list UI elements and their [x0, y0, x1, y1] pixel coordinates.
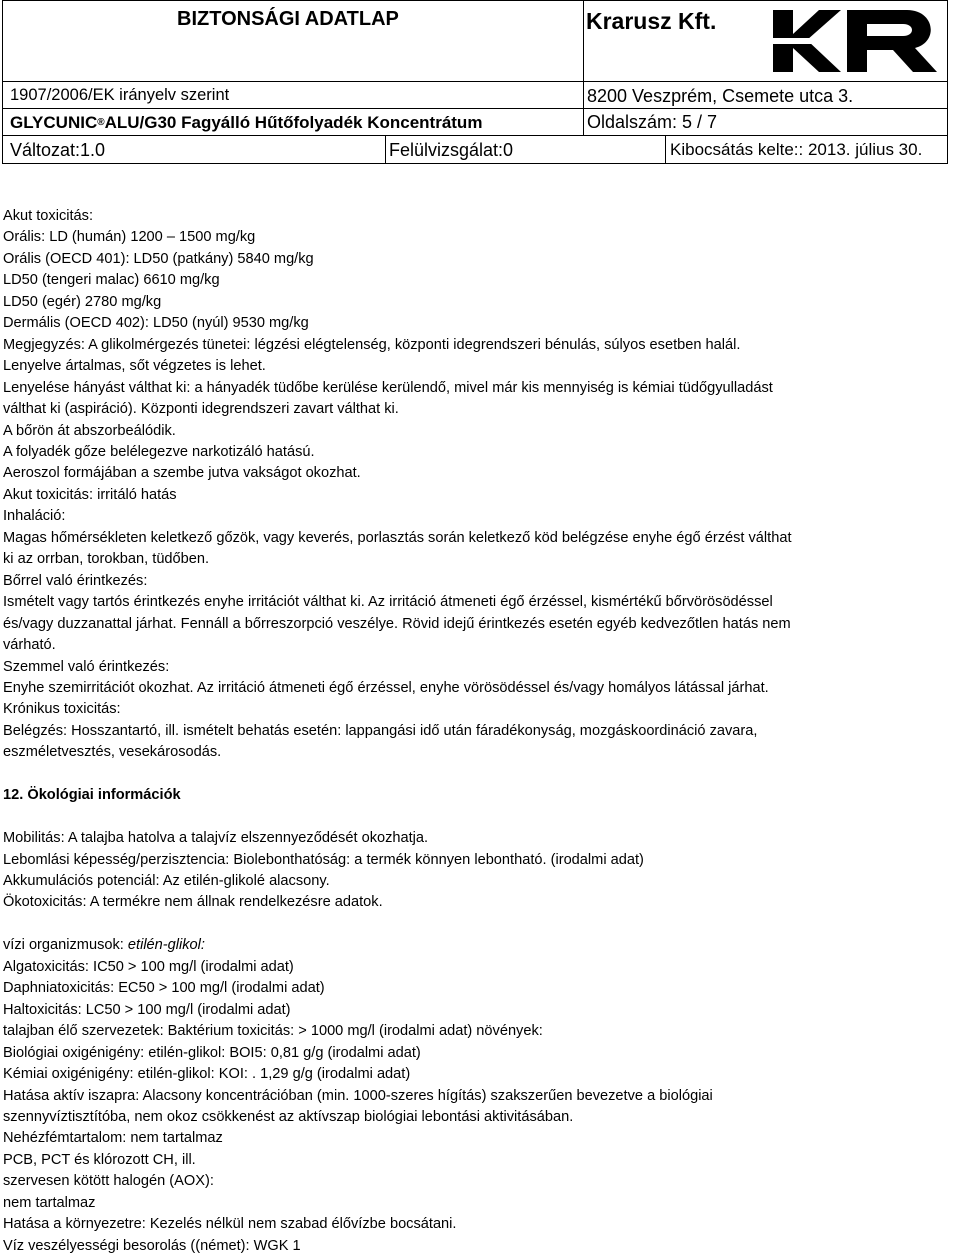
tox-line: eszméletvesztés, vesekárosodás.	[3, 744, 222, 761]
tox-line: Lenyelve ártalmas, sőt végzetes is lehet.	[3, 358, 266, 375]
aquatic-organisms-line	[3, 935, 948, 956]
eco-line: Kémiai oxigénigény: etilén-glikol: KOI: . 1,29 g/g (irodalmi adat)	[3, 1066, 411, 1083]
product-name	[10, 110, 482, 135]
eco-line: Lebomlási képesség/perzisztencia: Biolebonthatóság: a termék könnyen lebontható. (irodalmi adat)	[3, 851, 644, 868]
header-divider	[2, 135, 948, 136]
registered-mark: ®	[97, 117, 105, 128]
tox-line: Megjegyzés: A glikolmérgezés tünetei: légzési elégtelenség, központi idegrendszeri bénulás, súlyos esetben halál.	[3, 336, 741, 353]
aquatic-label: vízi organizmusok:	[3, 937, 128, 954]
document-header	[2, 0, 948, 164]
spacer	[3, 764, 948, 785]
eco-line: szervesen kötött halogén (AOX):	[3, 1173, 214, 1190]
version-text: Változat:1.0	[10, 139, 106, 160]
section-12-heading: 12. Ökológiai információk	[3, 787, 181, 804]
tox-line: Dermális (OECD 402): LD50 (nyúl) 9530 mg/kg	[3, 315, 309, 332]
tox-line: válthat ki (aspiráció). Központi idegrendszeri zavart válthat ki.	[3, 401, 399, 418]
tox-line: Enyhe szemirritációt okozhat. Az irritáció átmeneti égő érzéssel, enyhe vörösödéssel és/vagy homályos látással járhat.	[3, 679, 769, 696]
header-divider	[2, 81, 948, 82]
header-divider	[665, 135, 666, 164]
header-border	[2, 163, 948, 164]
header-border	[2, 0, 948, 1]
eco-line: talajban élő szervezetek: Baktérium toxicitás: > 1000 mg/l (irodalmi adat) növények:	[3, 1023, 543, 1040]
eco-line: Hatása a környezetre: Kezelés nélkül nem szabad élővízbe bocsátani.	[3, 1216, 457, 1233]
tox-line: Akut toxicitás:	[3, 208, 94, 224]
tox-line: Belégzés: Hosszantartó, ill. ismételt behatás esetén: lappangási idő után fáradékonyság, mozgáskoordináció zavara,	[3, 722, 758, 739]
eco-line: Daphniatoxicitás: EC50 > 100 mg/l (irodalmi adat)	[3, 980, 325, 997]
eco-line: PCB, PCT és klórozott CH, ill.	[3, 1151, 196, 1168]
issue-date: Kibocsátás kelte:: 2013. július 30.	[670, 140, 923, 159]
eco-line: Mobilitás: A talajba hatolva a talajvíz elszennyeződését okozhatja.	[3, 830, 429, 847]
tox-line: várható.	[3, 637, 56, 654]
directive-text: 1907/2006/EK irányelv szerint	[10, 85, 230, 104]
tox-line: A folyadék gőze belélegezve narkotizáló hatású.	[3, 443, 315, 460]
krarusz-logo	[767, 2, 950, 80]
tox-line: Bőrrel való érintkezés:	[3, 572, 148, 589]
header-divider	[385, 135, 386, 164]
eco-line: szennyvíztisztítóba, nem okoz csökkenést az aktívszap biológiai lebontási aktivitásában.	[3, 1108, 574, 1125]
tox-line: Orális: LD (humán) 1200 – 1500 mg/kg	[3, 229, 256, 246]
tox-line: A bőrön át abszorbeálódik.	[3, 422, 176, 439]
company-address: 8200 Veszprém, Csemete utca 3.	[587, 85, 854, 106]
eco-line: Nehézfémtartalom: nem tartalmaz	[3, 1130, 223, 1147]
revision-text: Felülvizsgálat:0	[389, 139, 514, 160]
header-border	[2, 0, 3, 164]
spacer	[3, 807, 948, 828]
eco-line: Akkumulációs potenciál: Az etilén-glikolé alacsony.	[3, 873, 330, 890]
tox-line: Krónikus toxicitás:	[3, 701, 121, 718]
tox-line: Magas hőmérsékleten keletkező gőzök, vagy keverés, porlasztás során keletkező köd belégzése enyhe égő érzést válthat	[3, 529, 792, 546]
tox-line: LD50 (egér) 2780 mg/kg	[3, 293, 162, 310]
tox-line: Aeroszol formájában a szembe jutva vakságot okozhat.	[3, 465, 361, 482]
product-description: ALU/G30 Fagyálló Hűtőfolyadék Koncentrátum	[104, 112, 483, 132]
tox-line: Orális (OECD 401): LD50 (patkány) 5840 mg/kg	[3, 250, 314, 267]
header-divider	[583, 0, 584, 81]
tox-line: Akut toxicitás: irritáló hatás	[3, 486, 177, 503]
eco-line: nem tartalmaz	[3, 1194, 96, 1211]
tox-line: Szemmel való érintkezés:	[3, 658, 170, 675]
eco-line: Ökotoxicitás: A termékre nem állnak rendelkezésre adatok.	[3, 894, 383, 911]
aquatic-substance: etilén-glikol:	[127, 937, 205, 954]
tox-line: Ismételt vagy tartós érintkezés enyhe irritációt válthat ki. Az irritáció átmeneti égő érzéssel, kismértékű bőrvörösödéssel	[3, 594, 773, 611]
eco-line: Hatása aktív iszapra: Alacsony koncentrációban (min. 1000-szeres hígítás) szakszerűen bevezetve a biológiai	[3, 1087, 713, 1104]
tox-line: LD50 (tengeri malac) 6610 mg/kg	[3, 272, 220, 289]
document-body	[3, 206, 948, 1257]
eco-line: Haltoxicitás: LC50 > 100 mg/l (irodalmi adat)	[3, 1001, 291, 1018]
spacer	[3, 914, 948, 935]
page-number: Oldalszám: 5 / 7	[587, 112, 718, 132]
tox-line: ki az orrban, torokban, tüdőben.	[3, 551, 210, 568]
company-name: Krarusz Kft.	[586, 7, 717, 34]
tox-line: és/vagy duzzanattal járhat. Fennáll a bőrreszorpció veszélye. Rövid idejű érintkezés esetén egyéb kedvezőtlen hatás nem	[3, 615, 791, 632]
eco-line: Algatoxicitás: IC50 > 100 mg/l (irodalmi adat)	[3, 958, 294, 975]
eco-line: Víz veszélyességi besorolás ((német): WGK 1	[3, 1237, 301, 1254]
tox-line: Inhaláció:	[3, 508, 66, 525]
document-title: BIZTONSÁGI ADATLAP	[177, 7, 399, 30]
tox-line: Lenyelése hányást válthat ki: a hányadék tüdőbe kerülése kerülendő, mivel már kis mennyiség is kémiai tüdőgyulladást	[3, 379, 773, 396]
header-divider	[583, 81, 584, 135]
product-brand: GLYCUNIC	[10, 112, 98, 132]
eco-line: Biológiai oxigénigény: etilén-glikol: BOI5: 0,81 g/g (irodalmi adat)	[3, 1044, 421, 1061]
